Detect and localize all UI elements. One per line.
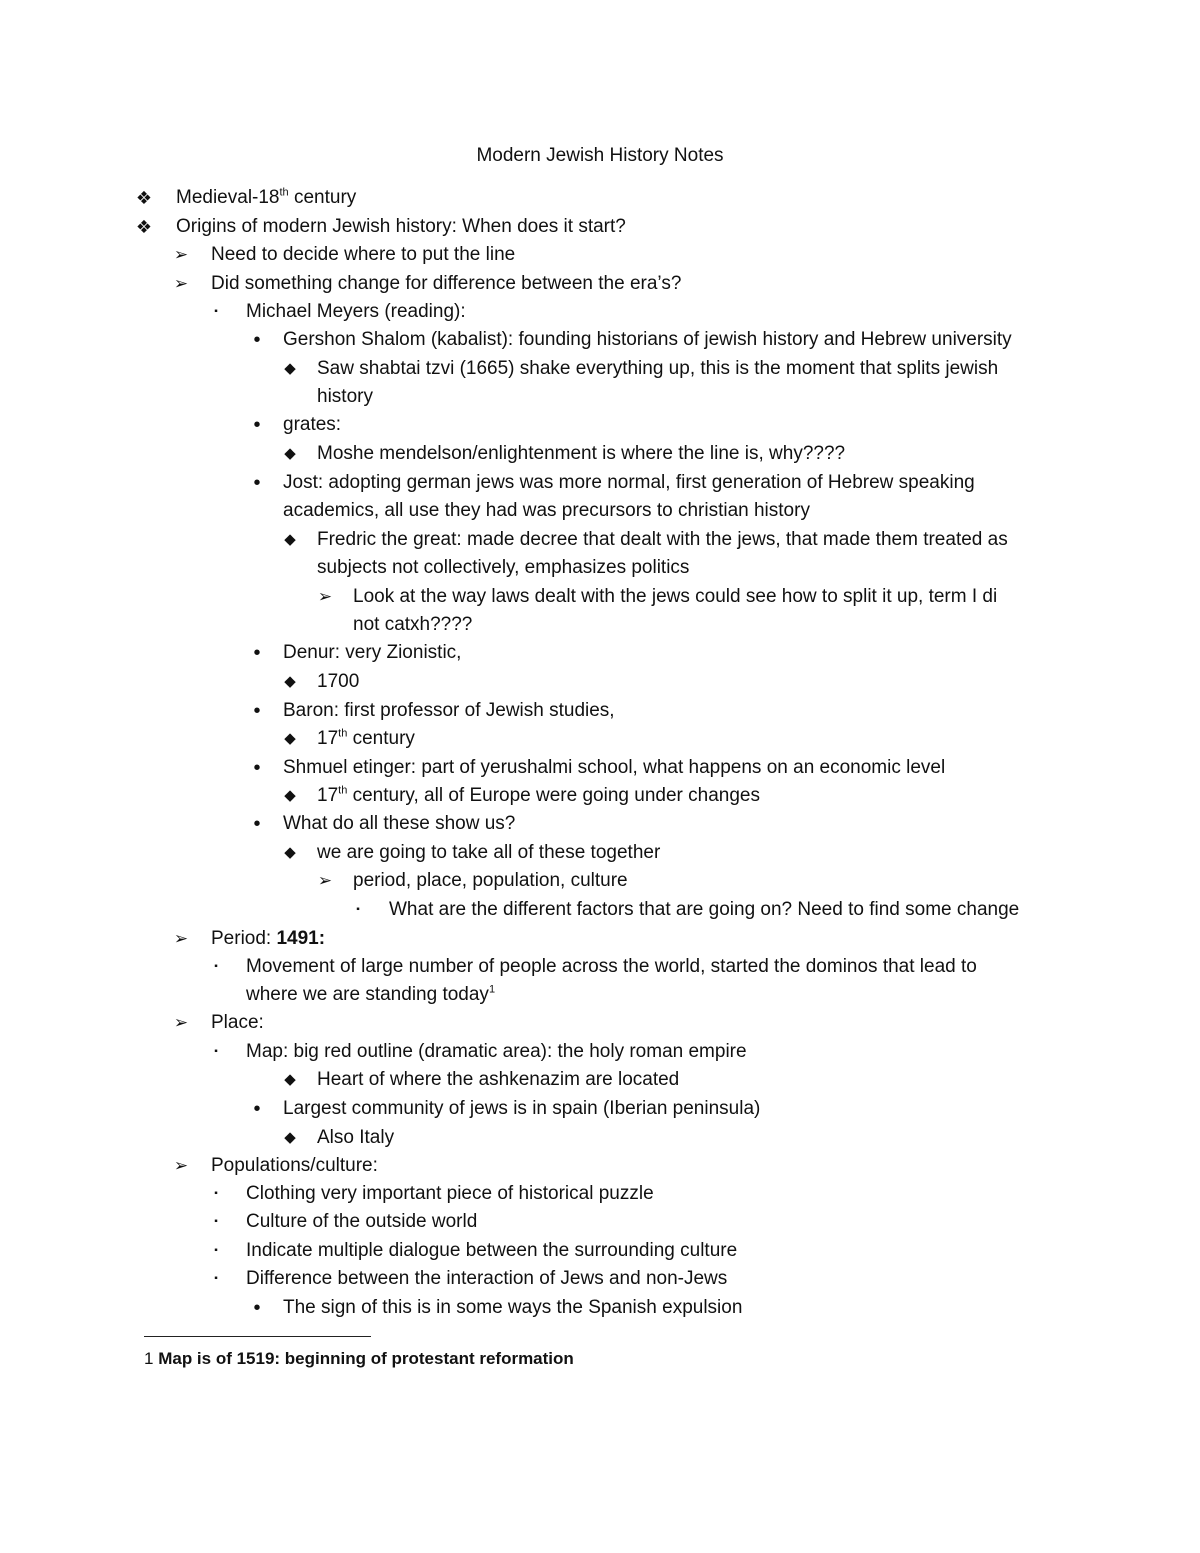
diamond-bullet-icon: ◆ <box>284 531 296 548</box>
list-item: Largest community of jews is in spain (Iberian peninsula) <box>283 1098 761 1119</box>
footnote-text: Map is of 1519: beginning of protestant reformation <box>158 1349 574 1368</box>
footnote-reference[interactable]: 1 <box>488 983 496 996</box>
list-item: Movement of large number of people across the world, started the dominos that lead to <box>246 956 977 977</box>
list-item: Did something change for difference between the era’s? <box>211 273 682 294</box>
square-bullet-icon: ▪ <box>214 1273 218 1284</box>
list-item: 17th century, all of Europe were going under changes <box>317 784 760 806</box>
arrow-bullet-icon: ➢ <box>173 245 189 264</box>
arrow-bullet-icon: ➢ <box>317 871 333 890</box>
square-bullet-icon: ▪ <box>214 1046 218 1057</box>
square-bullet-icon: ▪ <box>214 1188 218 1199</box>
list-item: Clothing very important piece of historical puzzle <box>246 1183 654 1204</box>
list-item: Fredric the great: made decree that dealt with the jews, that made them treated as <box>317 529 1008 550</box>
list-item: Look at the way laws dealt with the jews could see how to split it up, term I di <box>353 586 998 607</box>
list-item: grates: <box>283 414 342 435</box>
list-item: Gershon Shalom (kabalist): founding historians of jewish history and Hebrew university <box>283 329 1012 350</box>
list-item: Map: big red outline (dramatic area): the holy roman empire <box>246 1041 747 1062</box>
dot-bullet-icon: • <box>253 472 261 494</box>
list-item: Culture of the outside world <box>246 1211 478 1232</box>
diamond-bullet-icon: ◆ <box>284 1129 296 1146</box>
footnote-separator <box>144 1336 371 1337</box>
arrow-bullet-icon: ➢ <box>173 1013 189 1032</box>
list-item-continuation: not catxh???? <box>353 614 473 635</box>
dot-bullet-icon: • <box>253 1297 261 1319</box>
list-item-continuation: subjects not collectively, emphasizes politics <box>317 557 690 578</box>
square-bullet-icon: ▪ <box>214 1216 218 1227</box>
square-bullet-icon: ▪ <box>214 961 218 972</box>
list-item: Saw shabtai tzvi (1665) shake everything up, this is the moment that splits jewish <box>317 358 999 379</box>
dot-bullet-icon: • <box>253 1098 261 1120</box>
star-bullet-icon: ❖ <box>135 217 153 237</box>
list-item: period, place, population, culture <box>353 870 628 891</box>
list-item-continuation: where we are standing today$^1$ <box>246 983 496 1005</box>
footnote-number: 1 <box>144 1349 154 1368</box>
list-item: Shmuel etinger: part of yerushalmi school, what happens on an economic level <box>283 757 946 778</box>
diamond-bullet-icon: ◆ <box>284 844 296 861</box>
list-item: Difference between the interaction of Jews and non-Jews <box>246 1268 728 1289</box>
dot-bullet-icon: • <box>253 414 261 436</box>
diamond-bullet-icon: ◆ <box>284 445 296 462</box>
list-item: Period: 1491: <box>211 928 326 949</box>
list-item: 1700 <box>317 671 360 692</box>
dot-bullet-icon: • <box>253 757 261 779</box>
dot-bullet-icon: • <box>253 329 261 351</box>
list-item: Populations/culture: <box>211 1155 378 1176</box>
list-item: Heart of where the ashkenazim are located <box>317 1069 680 1090</box>
list-item: we are going to take all of these together <box>317 842 661 863</box>
dot-bullet-icon: • <box>253 700 261 722</box>
list-item: What do all these show us? <box>283 813 516 834</box>
dot-bullet-icon: • <box>253 642 261 664</box>
list-item: Michael Meyers (reading): <box>246 301 466 322</box>
list-item: Medieval-18th century <box>176 186 357 208</box>
list-item: Baron: first professor of Jewish studies, <box>283 700 615 721</box>
diamond-bullet-icon: ◆ <box>284 1071 296 1088</box>
list-item: Need to decide where to put the line <box>211 244 516 265</box>
list-item: Jost: adopting german jews was more normal, first generation of Hebrew speaking <box>283 472 975 493</box>
footnote <box>144 1348 574 1370</box>
list-item: Also Italy <box>317 1127 395 1148</box>
square-bullet-icon: ▪ <box>214 306 218 317</box>
document-title: Modern Jewish History Notes <box>476 145 724 166</box>
square-bullet-icon: ▪ <box>356 904 360 915</box>
list-item-continuation: academics, all use they had was precursors to christian history <box>283 500 810 521</box>
list-item: Denur: very Zionistic, <box>283 642 462 663</box>
arrow-bullet-icon: ➢ <box>173 1156 189 1175</box>
dot-bullet-icon: • <box>253 813 261 835</box>
list-item: Place: <box>211 1012 264 1033</box>
arrow-bullet-icon: ➢ <box>173 274 189 293</box>
list-item: Origins of modern Jewish history: When does it start? <box>176 216 626 237</box>
arrow-bullet-icon: ➢ <box>317 587 333 606</box>
list-item: Indicate multiple dialogue between the surrounding culture <box>246 1240 738 1261</box>
list-item: What are the different factors that are going on? Need to find some change <box>389 899 1020 920</box>
list-item: 17th century <box>317 727 415 749</box>
diamond-bullet-icon: ◆ <box>284 787 296 804</box>
diamond-bullet-icon: ◆ <box>284 360 296 377</box>
diamond-bullet-icon: ◆ <box>284 673 296 690</box>
star-bullet-icon: ❖ <box>135 188 153 208</box>
list-item-continuation: history <box>317 386 373 407</box>
arrow-bullet-icon: ➢ <box>173 929 189 948</box>
square-bullet-icon: ▪ <box>214 1245 218 1256</box>
list-item: The sign of this is in some ways the Spanish expulsion <box>283 1297 743 1318</box>
diamond-bullet-icon: ◆ <box>284 730 296 747</box>
list-item: Moshe mendelson/enlightenment is where the line is, why???? <box>317 443 846 464</box>
